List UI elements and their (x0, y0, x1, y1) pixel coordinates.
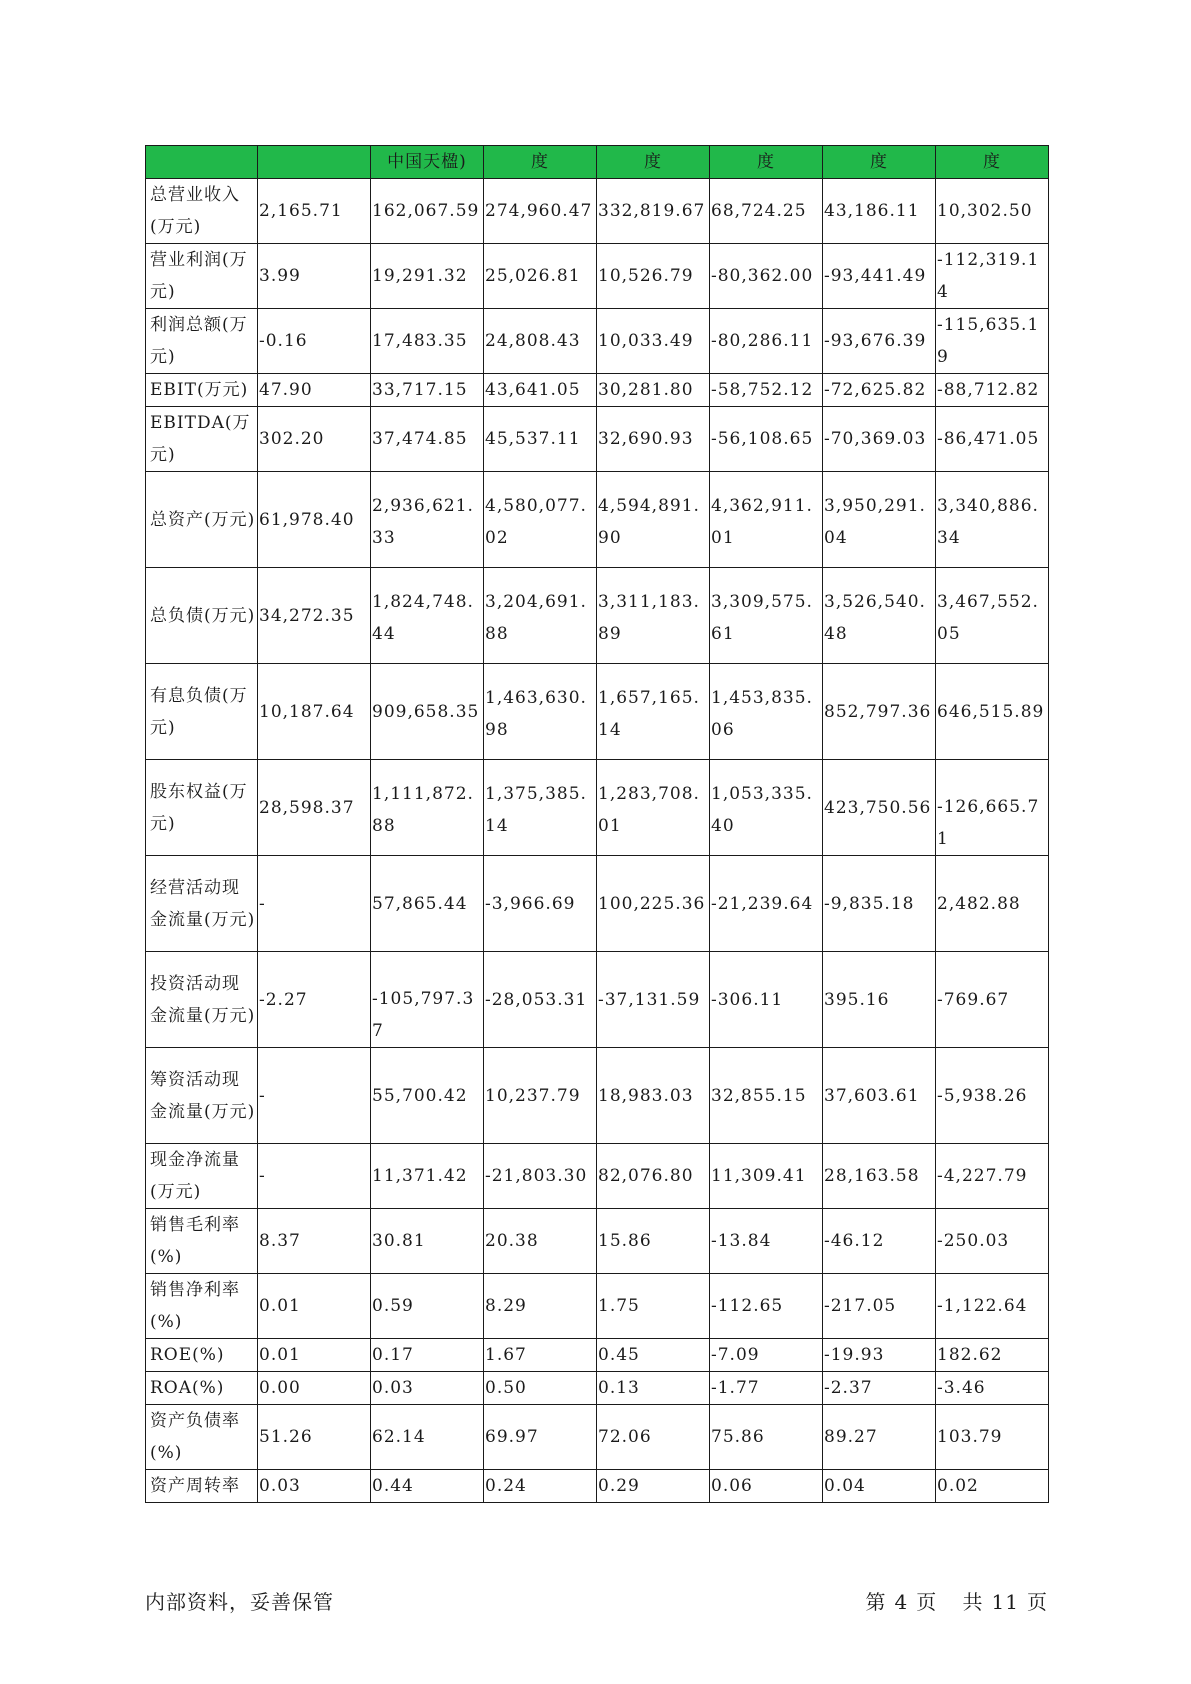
row-label: ROE(%) (146, 1339, 258, 1372)
page-unit: 页 (916, 1590, 938, 1614)
value-cell: -1,122.64 (936, 1274, 1049, 1339)
value-cell: 1,375,385.14 (484, 760, 597, 856)
row-label: 筹资活动现金流量(万元) (146, 1048, 258, 1144)
value-cell: 0.02 (936, 1470, 1049, 1503)
value-cell: 0.44 (371, 1470, 484, 1503)
value-cell: 0.50 (484, 1372, 597, 1405)
value-cell: 69.97 (484, 1405, 597, 1470)
table-row (146, 1372, 1049, 1405)
value-cell: 2,482.88 (936, 856, 1049, 952)
value-cell: 72.06 (597, 1405, 710, 1470)
value-cell: 3,311,183.89 (597, 568, 710, 664)
total-unit: 页 (1027, 1590, 1048, 1614)
value-cell: -0.16 (258, 309, 371, 374)
value-cell: 45,537.11 (484, 407, 597, 472)
table-row (146, 179, 1049, 244)
value-cell: 0.04 (823, 1470, 936, 1503)
value-cell: 0.17 (371, 1339, 484, 1372)
value-cell: -28,053.31 (484, 952, 597, 1048)
value-cell: 4,580,077.02 (484, 472, 597, 568)
row-label: 营业利润(万元) (146, 244, 258, 309)
table-row (146, 1144, 1049, 1209)
row-label: 有息负债(万元) (146, 664, 258, 760)
header-cell (258, 146, 371, 179)
value-cell: 75.86 (710, 1405, 823, 1470)
value-cell: -37,131.59 (597, 952, 710, 1048)
header-cell: 度 (484, 146, 597, 179)
value-cell: -21,239.64 (710, 856, 823, 952)
value-cell: 10,526.79 (597, 244, 710, 309)
value-cell: -13.84 (710, 1209, 823, 1274)
row-label: 总营业收入(万元) (146, 179, 258, 244)
value-cell: 8.29 (484, 1274, 597, 1339)
value-cell: 11,371.42 (371, 1144, 484, 1209)
value-cell: 3,526,540.48 (823, 568, 936, 664)
row-label: 总负债(万元) (146, 568, 258, 664)
value-cell: 0.01 (258, 1274, 371, 1339)
value-cell: 3,467,552.05 (936, 568, 1049, 664)
value-cell: - (258, 1048, 371, 1144)
value-cell: 8.37 (258, 1209, 371, 1274)
table-header-row (146, 146, 1049, 179)
row-label: 销售毛利率(%) (146, 1209, 258, 1274)
value-cell: -70,369.03 (823, 407, 936, 472)
value-cell: 1,053,335.40 (710, 760, 823, 856)
row-label: 总资产(万元) (146, 472, 258, 568)
value-cell: 11,309.41 (710, 1144, 823, 1209)
value-cell: 423,750.56 (823, 760, 936, 856)
value-cell: 3,950,291.04 (823, 472, 936, 568)
value-cell: -126,665.71 (936, 760, 1049, 856)
row-label: EBITDA(万元) (146, 407, 258, 472)
value-cell: -93,441.49 (823, 244, 936, 309)
value-cell: -80,362.00 (710, 244, 823, 309)
value-cell: -3.46 (936, 1372, 1049, 1405)
value-cell: -7.09 (710, 1339, 823, 1372)
confidential-note: 内部资料，妥善保管 (145, 1590, 334, 1614)
value-cell: 33,717.15 (371, 374, 484, 407)
value-cell: 0.03 (258, 1470, 371, 1503)
value-cell: -306.11 (710, 952, 823, 1048)
value-cell: 37,474.85 (371, 407, 484, 472)
value-cell: 47.90 (258, 374, 371, 407)
value-cell: -21,803.30 (484, 1144, 597, 1209)
value-cell: 3,309,575.61 (710, 568, 823, 664)
value-cell: 0.06 (710, 1470, 823, 1503)
value-cell: 32,855.15 (710, 1048, 823, 1144)
value-cell: 2,165.71 (258, 179, 371, 244)
value-cell: 25,026.81 (484, 244, 597, 309)
header-cell: 度 (823, 146, 936, 179)
value-cell: 61,978.40 (258, 472, 371, 568)
value-cell: 0.01 (258, 1339, 371, 1372)
value-cell: 4,594,891.90 (597, 472, 710, 568)
value-cell: -9,835.18 (823, 856, 936, 952)
value-cell: -105,797.37 (371, 952, 484, 1048)
value-cell: 32,690.93 (597, 407, 710, 472)
value-cell: 17,483.35 (371, 309, 484, 374)
value-cell: -93,676.39 (823, 309, 936, 374)
table-row (146, 952, 1049, 1048)
value-cell: 2,936,621.33 (371, 472, 484, 568)
value-cell: 51.26 (258, 1405, 371, 1470)
value-cell: 1.75 (597, 1274, 710, 1339)
value-cell: 55,700.42 (371, 1048, 484, 1144)
value-cell: 10,302.50 (936, 179, 1049, 244)
table-row (146, 309, 1049, 374)
row-label: ROA(%) (146, 1372, 258, 1405)
value-cell: 57,865.44 (371, 856, 484, 952)
value-cell: 0.03 (371, 1372, 484, 1405)
value-cell: 10,033.49 (597, 309, 710, 374)
value-cell: -250.03 (936, 1209, 1049, 1274)
value-cell: 103.79 (936, 1405, 1049, 1470)
page-prefix: 第 (865, 1590, 887, 1614)
value-cell: 1.67 (484, 1339, 597, 1372)
value-cell: -4,227.79 (936, 1144, 1049, 1209)
row-label: 利润总额(万元) (146, 309, 258, 374)
value-cell: -1.77 (710, 1372, 823, 1405)
value-cell: -46.12 (823, 1209, 936, 1274)
value-cell: -72,625.82 (823, 374, 936, 407)
table-row (146, 407, 1049, 472)
header-cell: 度 (597, 146, 710, 179)
value-cell: 4,362,911.01 (710, 472, 823, 568)
value-cell: 37,603.61 (823, 1048, 936, 1144)
table-row (146, 1470, 1049, 1503)
value-cell: -3,966.69 (484, 856, 597, 952)
value-cell: 30,281.80 (597, 374, 710, 407)
value-cell: -2.27 (258, 952, 371, 1048)
value-cell: 302.20 (258, 407, 371, 472)
value-cell: -769.67 (936, 952, 1049, 1048)
row-label: 资产周转率 (146, 1470, 258, 1503)
table-row (146, 1209, 1049, 1274)
value-cell: 10,187.64 (258, 664, 371, 760)
value-cell: 852,797.36 (823, 664, 936, 760)
value-cell: 18,983.03 (597, 1048, 710, 1144)
value-cell: -86,471.05 (936, 407, 1049, 472)
value-cell: 15.86 (597, 1209, 710, 1274)
header-cell: 中国天楹) (371, 146, 484, 179)
value-cell: 162,067.59 (371, 179, 484, 244)
table-row (146, 664, 1049, 760)
value-cell: 1,453,835.06 (710, 664, 823, 760)
value-cell: 332,819.67 (597, 179, 710, 244)
value-cell: 62.14 (371, 1405, 484, 1470)
table-row (146, 1339, 1049, 1372)
value-cell: 1,824,748.44 (371, 568, 484, 664)
row-label: 资产负债率(%) (146, 1405, 258, 1470)
value-cell: 100,225.36 (597, 856, 710, 952)
table-row (146, 472, 1049, 568)
value-cell: -58,752.12 (710, 374, 823, 407)
table-row (146, 856, 1049, 952)
table-row (146, 1274, 1049, 1339)
value-cell: -112,319.14 (936, 244, 1049, 309)
value-cell: 1,111,872.88 (371, 760, 484, 856)
value-cell: 1,283,708.01 (597, 760, 710, 856)
value-cell: 3,340,886.34 (936, 472, 1049, 568)
value-cell: 28,163.58 (823, 1144, 936, 1209)
value-cell: -112.65 (710, 1274, 823, 1339)
value-cell: - (258, 1144, 371, 1209)
value-cell: 274,960.47 (484, 179, 597, 244)
table-row (146, 1048, 1049, 1144)
value-cell: 0.00 (258, 1372, 371, 1405)
value-cell: -88,712.82 (936, 374, 1049, 407)
value-cell: 182.62 (936, 1339, 1049, 1372)
value-cell: 19,291.32 (371, 244, 484, 309)
value-cell: 646,515.89 (936, 664, 1049, 760)
value-cell: 30.81 (371, 1209, 484, 1274)
value-cell: 0.59 (371, 1274, 484, 1339)
value-cell: 20.38 (484, 1209, 597, 1274)
page-indicator (857, 1586, 1048, 1615)
value-cell: -2.37 (823, 1372, 936, 1405)
row-label: 现金净流量(万元) (146, 1144, 258, 1209)
table-row (146, 374, 1049, 407)
value-cell: 28,598.37 (258, 760, 371, 856)
value-cell: 0.13 (597, 1372, 710, 1405)
value-cell: 89.27 (823, 1405, 936, 1470)
value-cell: -56,108.65 (710, 407, 823, 472)
value-cell: 43,186.11 (823, 179, 936, 244)
page-total: 11 (991, 1590, 1019, 1614)
value-cell: -115,635.19 (936, 309, 1049, 374)
value-cell: 43,641.05 (484, 374, 597, 407)
value-cell: 1,657,165.14 (597, 664, 710, 760)
header-cell: 度 (936, 146, 1049, 179)
value-cell: 395.16 (823, 952, 936, 1048)
value-cell: -5,938.26 (936, 1048, 1049, 1144)
value-cell: -217.05 (823, 1274, 936, 1339)
value-cell: 68,724.25 (710, 179, 823, 244)
page-current: 4 (894, 1590, 909, 1614)
table-row (146, 760, 1049, 856)
table-row (146, 244, 1049, 309)
total-prefix: 共 (962, 1590, 984, 1614)
value-cell: -19.93 (823, 1339, 936, 1372)
value-cell: 0.24 (484, 1470, 597, 1503)
value-cell: 1,463,630.98 (484, 664, 597, 760)
value-cell: 0.29 (597, 1470, 710, 1503)
value-cell: 82,076.80 (597, 1144, 710, 1209)
value-cell: 10,237.79 (484, 1048, 597, 1144)
header-cell (146, 146, 258, 179)
value-cell: 3,204,691.88 (484, 568, 597, 664)
value-cell: 3.99 (258, 244, 371, 309)
value-cell: 34,272.35 (258, 568, 371, 664)
table-row (146, 1405, 1049, 1470)
row-label: EBIT(万元) (146, 374, 258, 407)
value-cell: 909,658.35 (371, 664, 484, 760)
row-label: 投资活动现金流量(万元) (146, 952, 258, 1048)
row-label: 销售净利率(%) (146, 1274, 258, 1339)
value-cell: -80,286.11 (710, 309, 823, 374)
value-cell: - (258, 856, 371, 952)
value-cell: 24,808.43 (484, 309, 597, 374)
row-label: 经营活动现金流量(万元) (146, 856, 258, 952)
table-row (146, 568, 1049, 664)
value-cell: 0.45 (597, 1339, 710, 1372)
header-cell: 度 (710, 146, 823, 179)
financial-data-table (145, 145, 1049, 1503)
row-label: 股东权益(万元) (146, 760, 258, 856)
